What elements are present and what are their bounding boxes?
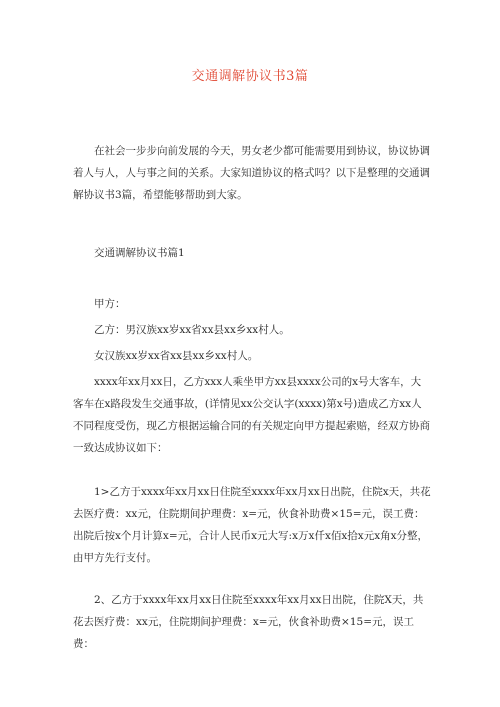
document-title: 交通调解协议书3篇 (191, 69, 309, 84)
agreement-item-1: 1>乙方于xxxx年xx月xx日住院至xxxx年xx月xx日出院，住院x天，共花去医疗费：xx元，住院期间护理费：x=元，伙食补助费×15=元，误工费：出院后按x个月计算x=元，合计人民币x元大写:x万x仟x佰x拾x元x角x分整，由甲方先行支付。 (73, 486, 431, 564)
section-heading: 交通调解协议书篇1 (94, 247, 185, 259)
incident-paragraph: xxxx年xx月xx日，乙方xxx人乘坐甲方xx县xxxx公司的x号大客车，大客车在x路段发生交通事故，(详情见xx公交认字(xxxx)第x号)造成乙方xx人不同程度受伤，现乙方根据运输合同的有关规定向甲方提起索赔，经双方协商一致达成协议如下： (73, 376, 430, 454)
agreement-item-2: 2、乙方于xxxx年xx月xx日住院至xxxx年xx月xx日出院，住院X天，共花去医疗费：xx元，住院期间护理费：x=元，伙食补助费×15=元，误工费： (73, 594, 424, 650)
party-a-line: 甲方： (94, 298, 126, 310)
intro-paragraph: 在社会一步步向前发展的今天，男女老少都可能需要用到协议，协议协调着人与人，人与事之间的关系。大家知道协议的格式吗？以下是整理的交通调解协议书3篇，希望能够帮助到大家。 (73, 145, 430, 201)
party-b-female-line: 女汉族xx岁xx省xx县xx乡xx村人。 (94, 350, 259, 362)
party-b-line: 乙方：男汉族xx岁xx省xx县xx乡xx村人。 (94, 324, 290, 336)
